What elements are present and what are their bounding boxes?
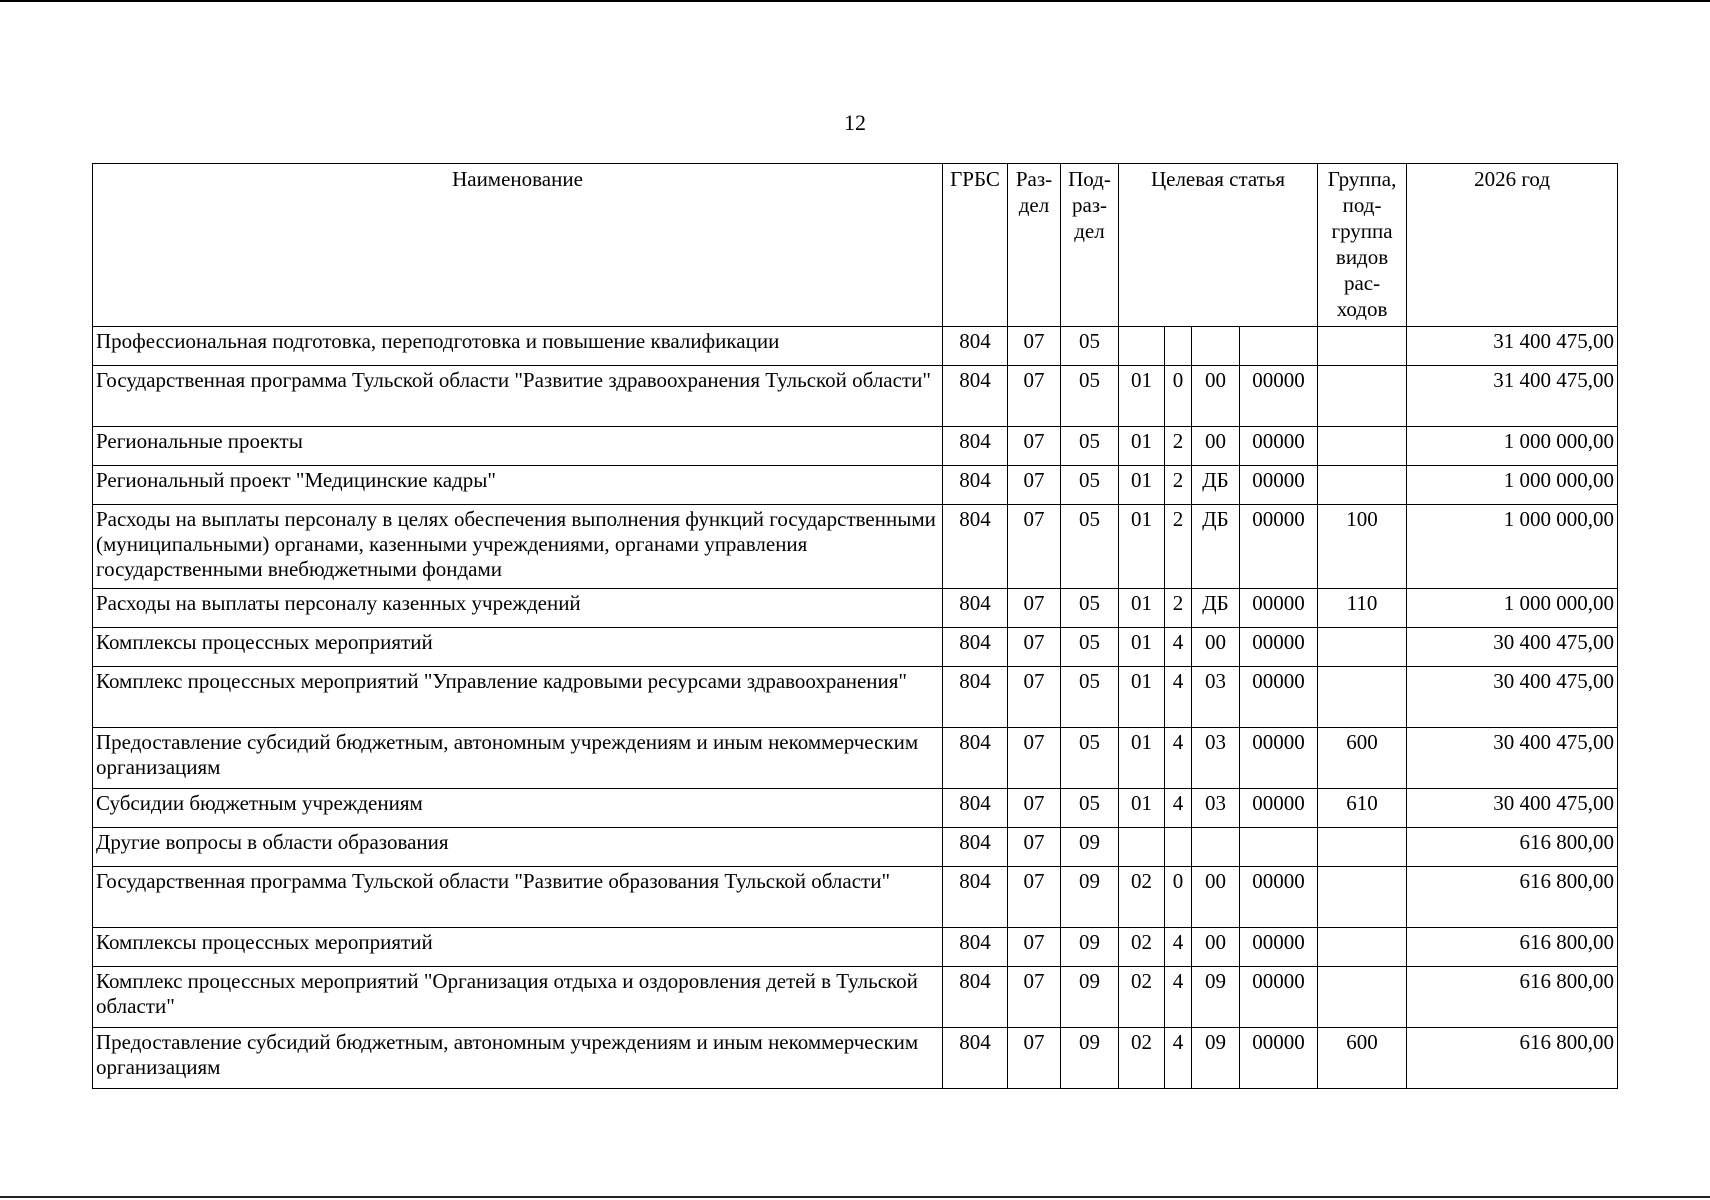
podrazdel-cell: 05 (1061, 427, 1119, 466)
amount-cell: 616 800,00 (1407, 1028, 1618, 1089)
bottom-border-line (0, 1196, 1710, 1198)
podrazdel-cell: 05 (1061, 466, 1119, 505)
expense-group-cell: 600 (1318, 1028, 1407, 1089)
table-row (93, 327, 1618, 366)
row-name-cell: Государственная программа Тульской области "Развитие образования Тульской области" (93, 867, 943, 928)
row-name-cell: Предоставление субсидий бюджетным, автономным учреждениям и иным некоммерческим организациям (93, 728, 943, 789)
expense-group-cell: 610 (1318, 789, 1407, 828)
target-subprogram-cell: 03 (1192, 728, 1240, 789)
podrazdel-cell: 09 (1061, 967, 1119, 1028)
target-direction-cell: 00000 (1240, 928, 1318, 967)
amount-cell: 616 800,00 (1407, 928, 1618, 967)
expense-group-cell (1318, 967, 1407, 1028)
target-type-cell: 4 (1165, 667, 1192, 728)
target-direction-cell: 00000 (1240, 728, 1318, 789)
target-subprogram-cell: 00 (1192, 427, 1240, 466)
target-program-cell: 01 (1119, 505, 1165, 589)
target-direction-cell: 00000 (1240, 867, 1318, 928)
header-razdel: Раз- дел (1008, 164, 1061, 327)
top-border-line (0, 0, 1710, 2)
row-name-cell: Региональный проект "Медицинские кадры" (93, 466, 943, 505)
target-subprogram-cell: 00 (1192, 928, 1240, 967)
target-type-cell: 2 (1165, 505, 1192, 589)
target-direction-cell: 00000 (1240, 466, 1318, 505)
razdel-cell: 07 (1008, 728, 1061, 789)
target-subprogram-cell: 03 (1192, 667, 1240, 728)
target-direction-cell: 00000 (1240, 967, 1318, 1028)
grbs-cell: 804 (943, 589, 1008, 628)
row-name-cell: Государственная программа Тульской области "Развитие здравоохранения Тульской области" (93, 366, 943, 427)
table-row (93, 828, 1618, 867)
podrazdel-cell: 05 (1061, 728, 1119, 789)
podrazdel-cell: 05 (1061, 628, 1119, 667)
target-subprogram-cell: ДБ (1192, 466, 1240, 505)
razdel-cell: 07 (1008, 466, 1061, 505)
target-subprogram-cell: 00 (1192, 366, 1240, 427)
table-row (93, 466, 1618, 505)
razdel-cell: 07 (1008, 828, 1061, 867)
podrazdel-cell: 09 (1061, 928, 1119, 967)
table-row (93, 427, 1618, 466)
expense-group-cell: 600 (1318, 728, 1407, 789)
grbs-cell: 804 (943, 327, 1008, 366)
table-body (93, 327, 1618, 1089)
target-program-cell: 02 (1119, 867, 1165, 928)
header-target-article: Целевая статья (1119, 164, 1318, 327)
grbs-cell: 804 (943, 728, 1008, 789)
podrazdel-cell: 05 (1061, 789, 1119, 828)
target-program-cell: 02 (1119, 1028, 1165, 1089)
target-type-cell: 2 (1165, 427, 1192, 466)
target-program-cell: 02 (1119, 928, 1165, 967)
target-subprogram-cell: ДБ (1192, 589, 1240, 628)
target-type-cell: 0 (1165, 867, 1192, 928)
razdel-cell: 07 (1008, 427, 1061, 466)
target-type-cell: 4 (1165, 789, 1192, 828)
target-program-cell: 01 (1119, 789, 1165, 828)
target-program-cell: 01 (1119, 427, 1165, 466)
razdel-cell: 07 (1008, 667, 1061, 728)
target-type-cell: 4 (1165, 728, 1192, 789)
target-program-cell: 02 (1119, 967, 1165, 1028)
target-direction-cell: 00000 (1240, 789, 1318, 828)
podrazdel-cell: 05 (1061, 366, 1119, 427)
podrazdel-cell: 05 (1061, 589, 1119, 628)
grbs-cell: 804 (943, 928, 1008, 967)
target-type-cell (1165, 327, 1192, 366)
razdel-cell: 07 (1008, 867, 1061, 928)
target-program-cell: 01 (1119, 628, 1165, 667)
target-direction-cell: 00000 (1240, 366, 1318, 427)
row-name-cell: Комплексы процессных мероприятий (93, 628, 943, 667)
target-program-cell (1119, 828, 1165, 867)
table-row (93, 628, 1618, 667)
target-type-cell: 2 (1165, 466, 1192, 505)
amount-cell: 30 400 475,00 (1407, 667, 1618, 728)
podrazdel-cell: 09 (1061, 1028, 1119, 1089)
expense-group-cell (1318, 667, 1407, 728)
amount-cell: 30 400 475,00 (1407, 789, 1618, 828)
table-row (93, 728, 1618, 789)
amount-cell: 1 000 000,00 (1407, 505, 1618, 589)
target-program-cell: 01 (1119, 366, 1165, 427)
expense-group-cell (1318, 327, 1407, 366)
row-name-cell: Расходы на выплаты персоналу в целях обеспечения выполнения функций государственными (муниципальными) органами, казенными учреждениями, органами управления государственными внебюджетными фондами (93, 505, 943, 589)
target-type-cell: 4 (1165, 928, 1192, 967)
target-direction-cell: 00000 (1240, 427, 1318, 466)
razdel-cell: 07 (1008, 327, 1061, 366)
expense-group-cell (1318, 628, 1407, 667)
target-subprogram-cell: 09 (1192, 1028, 1240, 1089)
target-program-cell (1119, 327, 1165, 366)
target-type-cell (1165, 828, 1192, 867)
razdel-cell: 07 (1008, 789, 1061, 828)
podrazdel-cell: 05 (1061, 667, 1119, 728)
grbs-cell: 804 (943, 789, 1008, 828)
target-program-cell: 01 (1119, 667, 1165, 728)
target-direction-cell: 00000 (1240, 589, 1318, 628)
expense-group-cell: 110 (1318, 589, 1407, 628)
table-header-row (93, 164, 1618, 327)
amount-cell: 31 400 475,00 (1407, 366, 1618, 427)
grbs-cell: 804 (943, 967, 1008, 1028)
razdel-cell: 07 (1008, 366, 1061, 427)
row-name-cell: Субсидии бюджетным учреждениям (93, 789, 943, 828)
target-program-cell: 01 (1119, 728, 1165, 789)
amount-cell: 30 400 475,00 (1407, 728, 1618, 789)
expense-group-cell (1318, 928, 1407, 967)
podrazdel-cell: 05 (1061, 327, 1119, 366)
amount-cell: 31 400 475,00 (1407, 327, 1618, 366)
target-direction-cell (1240, 828, 1318, 867)
page-number: 12 (844, 110, 866, 135)
header-expense-group: Группа, под- группа видов рас- ходов (1318, 164, 1407, 327)
expense-group-cell (1318, 867, 1407, 928)
table-row (93, 589, 1618, 628)
budget-table (92, 163, 1618, 1089)
target-type-cell: 4 (1165, 967, 1192, 1028)
row-name-cell: Комплекс процессных мероприятий "Управление кадровыми ресурсами здравоохранения" (93, 667, 943, 728)
amount-cell: 1 000 000,00 (1407, 589, 1618, 628)
row-name-cell: Региональные проекты (93, 427, 943, 466)
razdel-cell: 07 (1008, 967, 1061, 1028)
expense-group-cell (1318, 466, 1407, 505)
grbs-cell: 804 (943, 505, 1008, 589)
table-row (93, 366, 1618, 427)
header-podrazdel: Под- раз- дел (1061, 164, 1119, 327)
razdel-cell: 07 (1008, 589, 1061, 628)
target-direction-cell: 00000 (1240, 505, 1318, 589)
row-name-cell: Комплекс процессных мероприятий "Организация отдыха и оздоровления детей в Тульской области" (93, 967, 943, 1028)
target-type-cell: 4 (1165, 1028, 1192, 1089)
target-program-cell: 01 (1119, 589, 1165, 628)
razdel-cell: 07 (1008, 1028, 1061, 1089)
header-year-2026: 2026 год (1407, 164, 1618, 327)
expense-group-cell (1318, 427, 1407, 466)
target-subprogram-cell: 00 (1192, 867, 1240, 928)
razdel-cell: 07 (1008, 505, 1061, 589)
target-type-cell: 2 (1165, 589, 1192, 628)
expense-group-cell (1318, 366, 1407, 427)
grbs-cell: 804 (943, 366, 1008, 427)
target-subprogram-cell (1192, 828, 1240, 867)
grbs-cell: 804 (943, 1028, 1008, 1089)
target-direction-cell (1240, 327, 1318, 366)
razdel-cell: 07 (1008, 628, 1061, 667)
row-name-cell: Профессиональная подготовка, переподготовка и повышение квалификации (93, 327, 943, 366)
target-subprogram-cell: 09 (1192, 967, 1240, 1028)
row-name-cell: Другие вопросы в области образования (93, 828, 943, 867)
header-grbs: ГРБС (943, 164, 1008, 327)
expense-group-cell: 100 (1318, 505, 1407, 589)
podrazdel-cell: 09 (1061, 828, 1119, 867)
target-program-cell: 01 (1119, 466, 1165, 505)
amount-cell: 616 800,00 (1407, 867, 1618, 928)
amount-cell: 1 000 000,00 (1407, 466, 1618, 505)
target-type-cell: 0 (1165, 366, 1192, 427)
target-subprogram-cell: ДБ (1192, 505, 1240, 589)
target-subprogram-cell: 03 (1192, 789, 1240, 828)
amount-cell: 616 800,00 (1407, 828, 1618, 867)
grbs-cell: 804 (943, 427, 1008, 466)
podrazdel-cell: 05 (1061, 505, 1119, 589)
table-row (93, 789, 1618, 828)
table-row (93, 667, 1618, 728)
target-type-cell: 4 (1165, 628, 1192, 667)
grbs-cell: 804 (943, 466, 1008, 505)
grbs-cell: 804 (943, 867, 1008, 928)
target-subprogram-cell (1192, 327, 1240, 366)
grbs-cell: 804 (943, 828, 1008, 867)
row-name-cell: Расходы на выплаты персоналу казенных учреждений (93, 589, 943, 628)
expense-group-cell (1318, 828, 1407, 867)
header-name: Наименование (93, 164, 943, 327)
target-direction-cell: 00000 (1240, 628, 1318, 667)
amount-cell: 1 000 000,00 (1407, 427, 1618, 466)
row-name-cell: Предоставление субсидий бюджетным, автономным учреждениям и иным некоммерческим организациям (93, 1028, 943, 1089)
amount-cell: 616 800,00 (1407, 967, 1618, 1028)
amount-cell: 30 400 475,00 (1407, 628, 1618, 667)
table-row (93, 928, 1618, 967)
grbs-cell: 804 (943, 667, 1008, 728)
target-direction-cell: 00000 (1240, 667, 1318, 728)
grbs-cell: 804 (943, 628, 1008, 667)
target-direction-cell: 00000 (1240, 1028, 1318, 1089)
target-subprogram-cell: 00 (1192, 628, 1240, 667)
razdel-cell: 07 (1008, 928, 1061, 967)
row-name-cell: Комплексы процессных мероприятий (93, 928, 943, 967)
table-row (93, 1028, 1618, 1089)
table-row (93, 967, 1618, 1028)
table-row (93, 867, 1618, 928)
table-row (93, 505, 1618, 589)
podrazdel-cell: 09 (1061, 867, 1119, 928)
